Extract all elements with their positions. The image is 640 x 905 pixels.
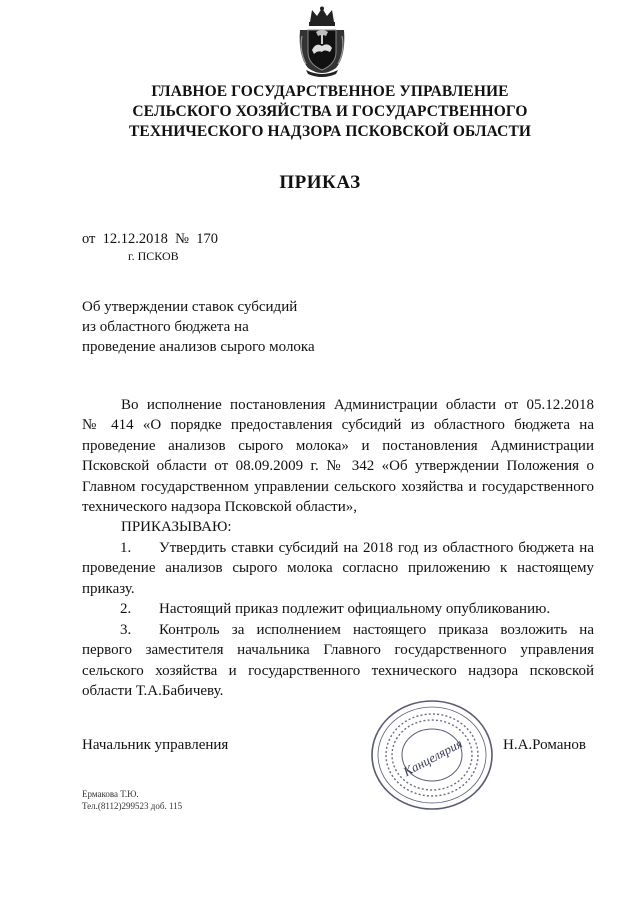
body-line: проведение анализов сырого молока согласно приложению к настоящему bbox=[82, 560, 594, 576]
item-number: 2. bbox=[120, 601, 132, 617]
body-line: Во исполнение постановления Администрации области от 05.12.2018 bbox=[121, 397, 594, 413]
order-directive: ПРИКАЗЫВАЮ: bbox=[121, 519, 232, 535]
body-line: сельского хозяйства и государственного технического надзора псковской bbox=[82, 663, 594, 679]
signatory-position: Начальник управления bbox=[82, 737, 229, 753]
body-line: Настоящий приказ подлежит официальному опубликованию. bbox=[159, 601, 551, 617]
item-number: 3. bbox=[120, 622, 132, 638]
body-line: области Т.А.Бабичеву. bbox=[82, 683, 224, 699]
body-line: первого заместителя начальника Главного государственного управления bbox=[82, 642, 594, 658]
body-line: Контроль за исполнением настоящего приказа возложить на bbox=[159, 622, 594, 638]
agency-name-line-2: СЕЛЬСКОГО ХОЗЯЙСТВА И ГОСУДАРСТВЕННОГО bbox=[132, 103, 528, 120]
agency-name-line-1: ГЛАВНОЕ ГОСУДАРСТВЕННОЕ УПРАВЛЕНИЕ bbox=[151, 83, 509, 100]
body-line: Утвердить ставки субсидий на 2018 год из областного бюджета на bbox=[159, 540, 594, 556]
item-number: 1. bbox=[120, 540, 132, 556]
order-city: г. ПСКОВ bbox=[128, 249, 179, 263]
body-line: Псковской области от 08.09.2009 г. № 342 «Об утверждении Положения о bbox=[82, 458, 594, 474]
body-line: № 414 «О порядке предоставления субсидий из областного бюджета на bbox=[82, 417, 594, 433]
document-title: ПРИКАЗ bbox=[279, 172, 361, 193]
agency-name-line-3: ТЕХНИЧЕСКОГО НАДЗОРА ПСКОВСКОЙ ОБЛАСТИ bbox=[128, 123, 532, 140]
order-date-number: от 12.12.2018 № 170 bbox=[82, 231, 218, 247]
signatory-name: Н.А.Романов bbox=[503, 737, 587, 753]
subject-line-1: Об утверждении ставок субсидий bbox=[82, 299, 298, 315]
subject-line-3: проведение анализов сырого молока bbox=[82, 339, 315, 355]
subject-line-2: из областного бюджета на bbox=[82, 319, 249, 335]
coat-of-arms-icon bbox=[296, 6, 348, 78]
body-line: проведение анализов сырого молока» и постановления Администрации bbox=[82, 438, 594, 454]
footer-phone: Тел.(8112)299523 доб. 115 bbox=[82, 801, 183, 811]
body-line: технического надзора Псковской области», bbox=[82, 499, 357, 515]
body-line: Главном государственном управлении сельского хозяйства и государственного bbox=[82, 479, 594, 495]
seal-center-text: Канцелярия bbox=[400, 735, 465, 780]
office-seal-icon bbox=[368, 696, 496, 814]
body-line: приказу. bbox=[82, 581, 135, 597]
footer-author: Ермакова Т.Ю. bbox=[82, 789, 139, 799]
